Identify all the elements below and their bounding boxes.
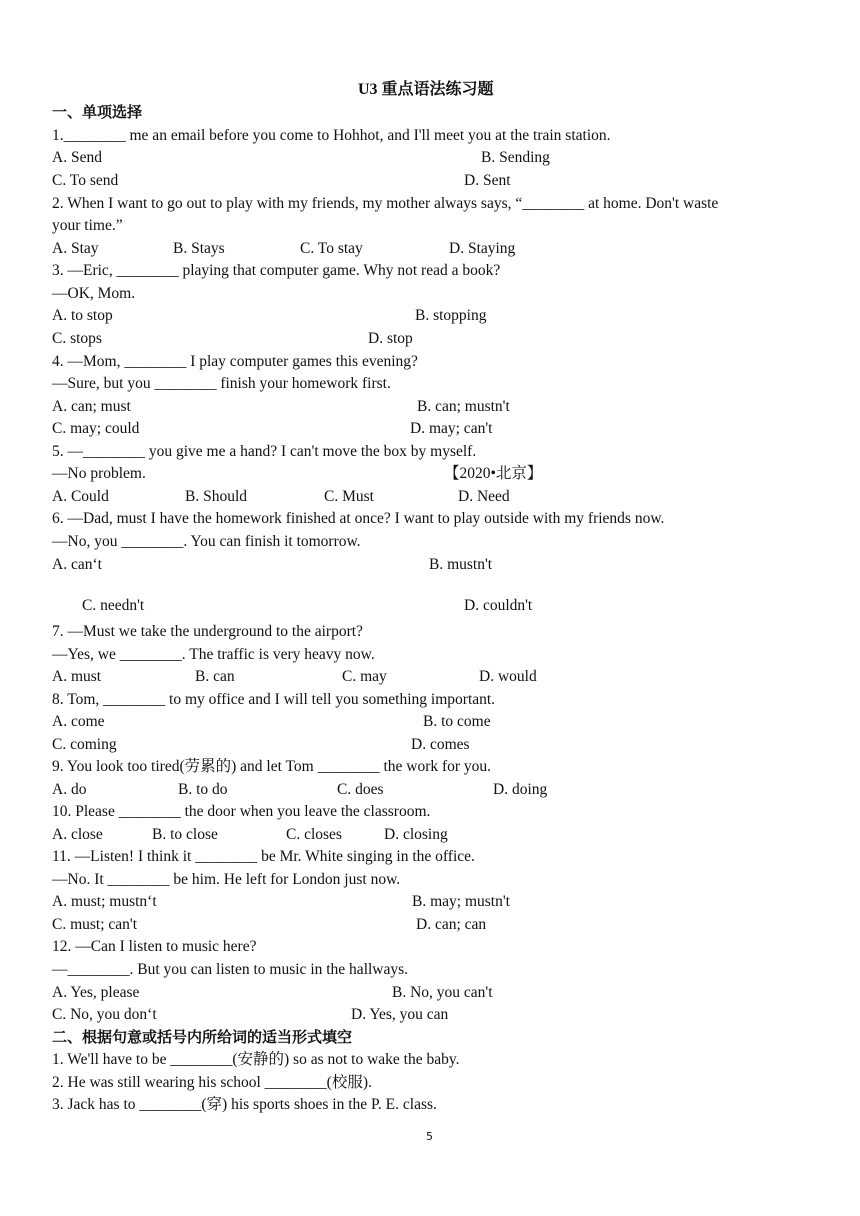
question-5-option-d: D. Need [458, 488, 510, 505]
question-4-option-d: D. may; can't [410, 420, 493, 437]
question-12-stem-line-1: 12. —Can I listen to music here? [52, 938, 257, 955]
section-2-heading: 二、根据句意或括号内所给词的适当形式填空 [52, 1028, 353, 1046]
question-6-option-d: D. couldn't [464, 597, 533, 614]
question-3-stem-line-2: —OK, Mom. [52, 285, 136, 302]
question-5-option-b: B. Should [185, 488, 248, 505]
section-1-heading: 一、单项选择 [52, 103, 143, 121]
question-9-option-c: C. does [337, 781, 384, 798]
question-7-option-d: D. would [479, 668, 537, 685]
question-2-option-b: B. Stays [173, 240, 225, 257]
question-10-option-c: C. closes [286, 826, 342, 843]
question-4-option-b: B. can; mustn't [417, 398, 510, 415]
question-4-option-a: A. can; must [52, 398, 131, 415]
question-6-option-c: C. needn't [82, 597, 145, 614]
question-12-option-b: B. No, you can't [392, 984, 493, 1001]
question-10-option-b: B. to close [152, 826, 218, 843]
question-4-option-c: C. may; could [52, 420, 140, 437]
question-4-stem-line-2: —Sure, but you ________ finish your homework first. [52, 375, 391, 392]
question-2-stem-line-2: your time.” [52, 217, 123, 234]
page-title: U3 重点语法练习题 [358, 81, 494, 98]
question-9-option-b: B. to do [178, 781, 228, 798]
question-12-option-a: A. Yes, please [52, 984, 140, 1001]
question-3-stem-line-1: 3. —Eric, ________ playing that computer game. Why not read a book? [52, 262, 501, 279]
question-10-stem: 10. Please ________ the door when you leave the classroom. [52, 803, 431, 820]
question-12-option-d: D. Yes, you can [351, 1006, 449, 1023]
question-3-option-d: D. stop [368, 330, 413, 347]
question-1-option-c: C. To send [52, 172, 119, 189]
question-2-stem-line-1: 2. When I want to go out to play with my friends, my mother always says, “________ at home. Don't waste [52, 195, 719, 212]
fill-in-1: 1. We'll have to be ________(安静的) so as not to wake the baby. [52, 1051, 460, 1068]
question-5-source-tag: 【2020•北京】 [444, 465, 543, 482]
question-8-option-a: A. come [52, 713, 105, 730]
question-11-stem-line-1: 11. —Listen! I think it ________ be Mr. White singing in the office. [52, 848, 475, 865]
question-10-option-d: D. closing [384, 826, 448, 843]
question-8-stem: 8. Tom, ________ to my office and I will tell you something important. [52, 691, 496, 708]
question-6-stem-line-1: 6. —Dad, must I have the homework finished at once? I want to play outside with my friends now. [52, 510, 665, 527]
question-11-option-d: D. can; can [416, 916, 487, 933]
question-8-option-d: D. comes [411, 736, 470, 753]
fill-in-2: 2. He was still wearing his school ________(校服). [52, 1074, 372, 1091]
question-7-option-c: C. may [342, 668, 387, 685]
question-7-stem-line-2: —Yes, we ________. The traffic is very heavy now. [52, 646, 375, 663]
question-8-option-c: C. coming [52, 736, 117, 753]
question-5-option-c: C. Must [324, 488, 374, 505]
question-12-option-c: C. No, you don‘t [52, 1006, 157, 1023]
question-3-option-a: A. to stop [52, 307, 113, 324]
question-9-option-a: A. do [52, 781, 87, 798]
question-5-option-a: A. Could [52, 488, 109, 505]
question-12-stem-line-2: —________. But you can listen to music in the hallways. [52, 961, 409, 978]
question-9-option-d: D. doing [493, 781, 548, 798]
question-7-option-a: A. must [52, 668, 102, 685]
question-5-stem-line-2: —No problem. [52, 465, 146, 482]
question-5-stem-line-1: 5. —________ you give me a hand? I can't move the box by myself. [52, 443, 477, 460]
question-7-stem-line-1: 7. —Must we take the underground to the airport? [52, 623, 363, 640]
question-1-option-a: A. Send [52, 149, 102, 166]
question-7-option-b: B. can [195, 668, 235, 685]
question-2-option-a: A. Stay [52, 240, 99, 257]
question-11-option-c: C. must; can't [52, 916, 138, 933]
question-2-option-c: C. To stay [300, 240, 363, 257]
question-4-stem-line-1: 4. —Mom, ________ I play computer games this evening? [52, 353, 418, 370]
question-1-stem: 1.________ me an email before you come to Hohhot, and I'll meet you at the train station. [52, 127, 611, 144]
question-6-option-a: A. can‘t [52, 556, 102, 573]
question-1-option-b: B. Sending [481, 149, 550, 166]
question-8-option-b: B. to come [423, 713, 491, 730]
question-11-option-a: A. must; mustn‘t [52, 893, 157, 910]
question-1-option-d: D. Sent [464, 172, 511, 189]
fill-in-3: 3. Jack has to ________(穿) his sports shoes in the P. E. class. [52, 1096, 437, 1113]
question-2-option-d: D. Staying [449, 240, 516, 257]
question-11-option-b: B. may; mustn't [412, 893, 510, 910]
question-10-option-a: A. close [52, 826, 103, 843]
question-6-option-b: B. mustn't [429, 556, 493, 573]
question-9-stem: 9. You look too tired(劳累的) and let Tom ________ the work for you. [52, 758, 492, 775]
question-11-stem-line-2: —No. It ________ be him. He left for London just now. [52, 871, 401, 888]
page-number: 5 [426, 1130, 433, 1143]
question-6-stem-line-2: —No, you ________. You can finish it tomorrow. [52, 533, 361, 550]
question-3-option-c: C. stops [52, 330, 102, 347]
question-3-option-b: B. stopping [415, 307, 487, 324]
